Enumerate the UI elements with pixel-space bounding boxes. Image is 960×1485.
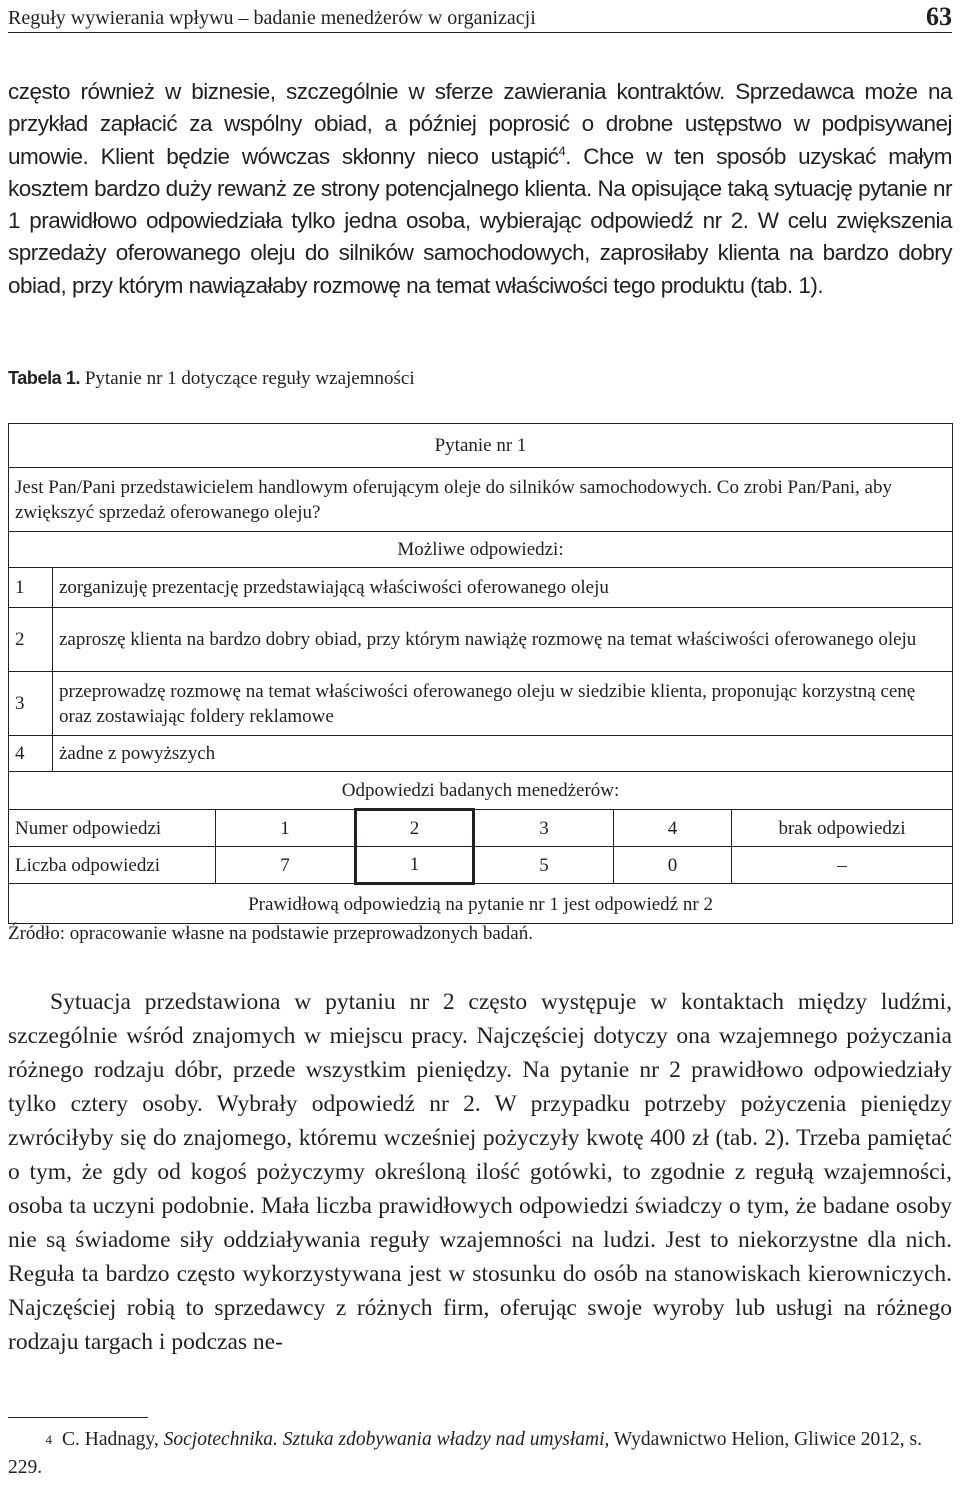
- results-row-label: Liczba odpowiedzi: [9, 847, 216, 884]
- answer-number: 1: [9, 568, 53, 608]
- results-cell-highlighted: 2: [356, 810, 474, 847]
- table-1-caption-label: Tabela 1.: [8, 368, 81, 388]
- question-header: Pytanie nr 1: [9, 424, 953, 468]
- results-cell-highlighted: 1: [356, 847, 474, 884]
- results-cell: brak odpowiedzi: [732, 810, 953, 847]
- paragraph-1-text-a: często również w biznesie, szczególnie w sferze zawierania kontraktów. Sprzedawca może na przykład zapłacić za wspólny obiad, a później poprosić o drobne ustępstwo w podpisywanej umowie. Klient będzie wówczas skłonny nieco ustąpić: [8, 79, 952, 169]
- results-cell: 1: [216, 810, 356, 847]
- running-header: [8, 2, 952, 33]
- results-cell: 0: [614, 847, 732, 884]
- question-text: Jest Pan/Pani przedstawicielem handlowym oferującym oleje do silników samochodowych. Co zrobi Pan/Pani, aby zwiększyć sprzedaż oferowanego oleju?: [9, 468, 953, 532]
- table-1-source: Źródło: opracowanie własne na podstawie przeprowadzonych badań.: [8, 923, 533, 944]
- results-cell: 5: [474, 847, 614, 884]
- footnote-publisher: , Wydawnictwo Helion, Gliwice 2012, s. 229.: [8, 1429, 922, 1478]
- results-cell: –: [732, 847, 953, 884]
- table-1: [8, 423, 953, 924]
- page-number: 63: [926, 2, 952, 31]
- footnote-ref-4[interactable]: 4: [558, 143, 566, 159]
- results-header: Odpowiedzi badanych menedżerów:: [9, 772, 953, 810]
- footnote-author: C. Hadnagy,: [62, 1429, 164, 1450]
- results-cell: 7: [216, 847, 356, 884]
- running-header-title: Reguły wywierania wpływu – badanie menedżerów w organizacji: [8, 7, 536, 29]
- answer-number: 4: [9, 736, 53, 772]
- paragraph-2: Sytuacja przedstawiona w pytaniu nr 2 często występuje w kontaktach między ludźmi, szczególnie wśród znajomych w miejscu pracy. Najczęściej dotyczy ona wzajemnego pożyczania różnego rodzaju dóbr, przede wszystkim pieniędzy. Na pytanie nr 2 prawidłowo odpowiedziały tylko cztery osoby. Wybrały odpowiedź nr 2. W przypadku potrzeby pożyczenia pieniędzy zwróciłyby się do znajomego, któremu wcześniej pożyczyły kwotę 400 zł (tab. 2). Trzeba pamiętać o tym, że gdy od kogoś pożyczymy określoną ilość gotówki, to zgodnie z regułą wzajemności, osoba ta uczyni podobnie. Mała liczba prawidłowych odpowiedzi świadczy o tym, że badane osoby nie są świadome siły oddziaływania reguły wzajemności na ludzi. Jest to niekorzystne dla nich. Reguła ta bardzo często wykorzystywana jest w stosunku do osób na stanowiskach kierowniczych. Najczęściej robią to sprzedawcy z różnych firm, oferując swoje wyroby lub usługi na różnego rodzaju targach i podczas ne-: [8, 989, 952, 1355]
- conclusion: Prawidłową odpowiedzią na pytanie nr 1 jest odpowiedź nr 2: [9, 884, 953, 924]
- results-row-number: [9, 810, 953, 847]
- results-cell: 3: [474, 810, 614, 847]
- answer-row: [9, 672, 953, 736]
- answer-text: zaproszę klienta na bardzo dobry obiad, przy którym nawiążę rozmowę na temat właściwości oferowanego oleju: [53, 608, 953, 672]
- footnote-divider: [8, 1417, 148, 1418]
- answer-text: zorganizuję prezentację przedstawiającą właściwości oferowanego oleju: [53, 568, 953, 608]
- answer-row: [9, 608, 953, 672]
- answer-number: 3: [9, 672, 53, 736]
- table-1-caption-text: Pytanie nr 1 dotyczące reguły wzajemności: [80, 368, 415, 389]
- answer-text: żadne z powyższych: [53, 736, 953, 772]
- footnote-4: [8, 1426, 952, 1482]
- footnote-number: 4: [45, 1432, 52, 1447]
- results-row-label: Numer odpowiedzi: [9, 810, 216, 847]
- answers-header: Możliwe odpowiedzi:: [9, 532, 953, 568]
- results-cell: 4: [614, 810, 732, 847]
- footnote-title: Socjotechnika. Sztuka zdobywania władzy nad umysłami: [163, 1429, 605, 1450]
- answer-row: [9, 736, 953, 772]
- paragraph-2-container: [8, 985, 952, 1359]
- answer-text: przeprowadzę rozmowę na temat właściwości oferowanego oleju w siedzibie klienta, proponując korzystną cenę oraz zostawiając foldery reklamowe: [53, 672, 953, 736]
- answer-row: [9, 568, 953, 608]
- paragraph-1: [8, 76, 952, 302]
- table-1-caption: [8, 368, 415, 390]
- paragraph-1-text-b: . Chce w ten sposób uzyskać małym kosztem bardzo duży rewanż ze strony potencjalnego klienta. Na opisujące taką sytuację pytanie nr 1 prawidłowo odpowiedziała tylko jedna osoba, wybierając odpowiedź nr 2. W celu zwiększenia sprzedaży oferowanego oleju do silników samochodowych, zaprosiłaby klienta na bardzo dobry obiad, przy którym nawiązałaby rozmowę na temat właściwości tego produktu (tab. 1).: [8, 143, 952, 298]
- answer-number: 2: [9, 608, 53, 672]
- results-row-count: [9, 847, 953, 884]
